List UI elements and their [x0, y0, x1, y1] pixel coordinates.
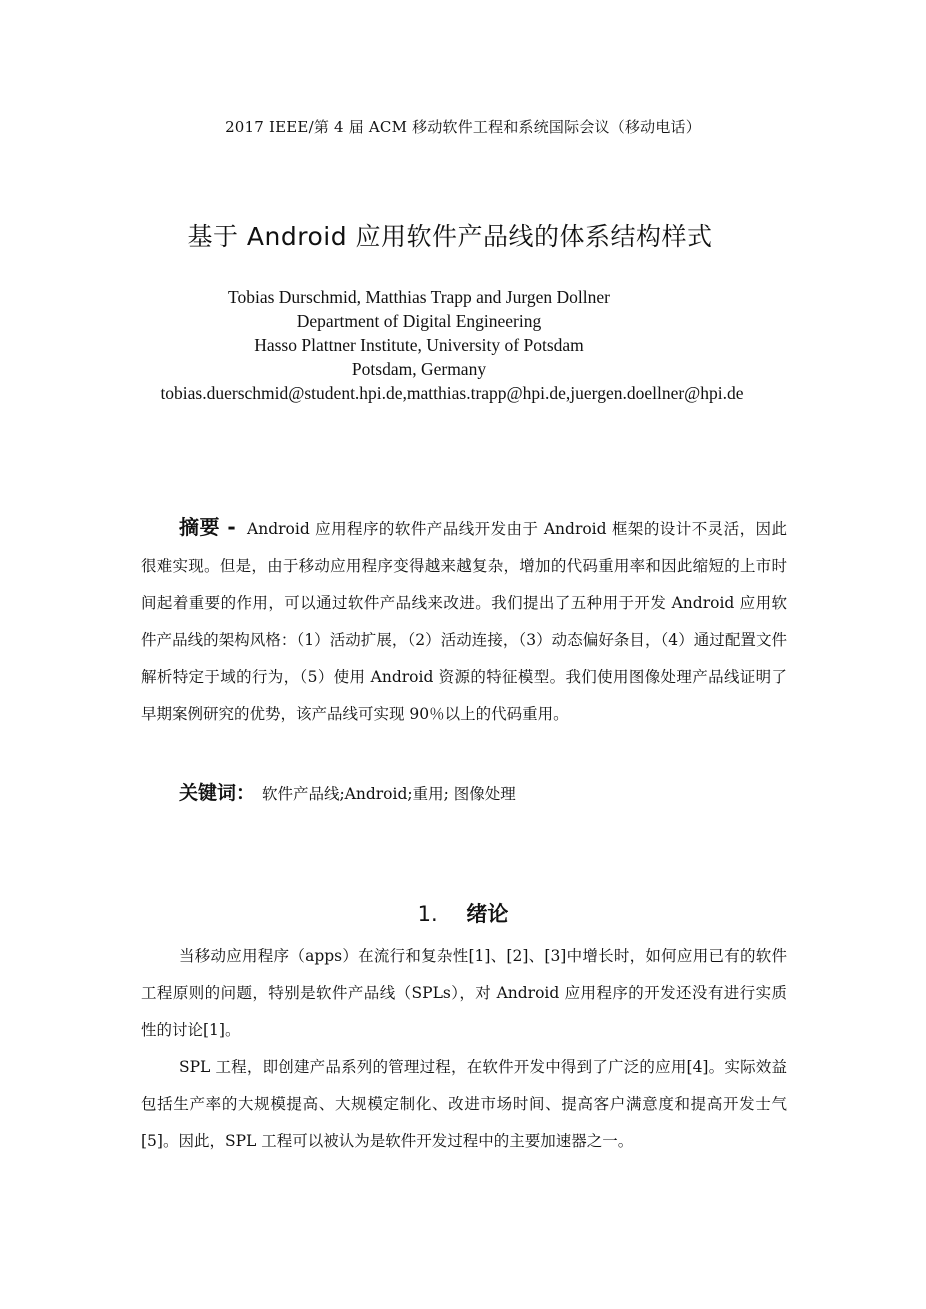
author-department: Department of Digital Engineering: [296, 311, 542, 331]
body-paragraph: 当移动应用程序（apps）在流行和复杂性[1]、[2]、[3]中增长时，如何应用已有的软件工程原则的问题，特别是软件产品线（SPLs），对 Android 应用程序的开发还没有进行实质性的讨论[1]。: [141, 947, 787, 1039]
abstract: [141, 509, 787, 733]
section-heading: [0, 898, 926, 928]
body-paragraph: SPL 工程，即创建产品系列的管理过程，在软件开发中得到了广泛的应用[4]。实际效益包括生产率的大规模提高、大规模定制化、改进市场时间、提高客户满意度和提高开发士气[5]。因此，SPL 工程可以被认为是软件开发过程中的主要加速器之一。: [141, 1058, 787, 1150]
author-block: [0, 285, 904, 405]
author-location: Potsdam, Germany: [351, 359, 487, 379]
section-number: 1.: [417, 902, 438, 926]
keywords-text: 软件产品线;Android;重用; 图像处理: [261, 785, 516, 803]
conference-header: 2017 IEEE/第 4 届 ACM 移动软件工程和系统国际会议（移动电话）: [225, 118, 701, 136]
abstract-heading: 摘要 -: [179, 515, 236, 539]
keywords: [179, 778, 799, 809]
abstract-text: Android 应用程序的软件产品线开发由于 Android 框架的设计不灵活，因此很难实现。但是，由于移动应用程序变得越来越复杂，增加的代码重用率和因此缩短的上市时间起着重要的作用，可以通过软件产品线来改进。我们提出了五种用于开发 Android 应用软件产品线的架构风格：（1）活动扩展，（2）活动连接，（3）动态偏好条目，（4）通过配置文件解析特定于域的行为，（5）使用 Android 资源的特征模型。我们使用图像处理产品线证明了早期案例研究的优势，该产品线可实现 90％以上的代码重用。: [141, 520, 787, 723]
author-emails: tobias.duerschmid@student.hpi.de,matthias.trapp@hpi.de,juergen.doellner@hpi.de: [160, 383, 744, 403]
author-institute: Hasso Plattner Institute, University of Potsdam: [254, 335, 584, 355]
author-names: Tobias Durschmid, Matthias Trapp and Jurgen Dollner: [228, 287, 610, 307]
section-title: 绪论: [466, 902, 509, 926]
keywords-heading: 关键词：: [179, 782, 256, 804]
paper-title: 基于 Android 应用软件产品线的体系结构样式: [187, 222, 713, 251]
